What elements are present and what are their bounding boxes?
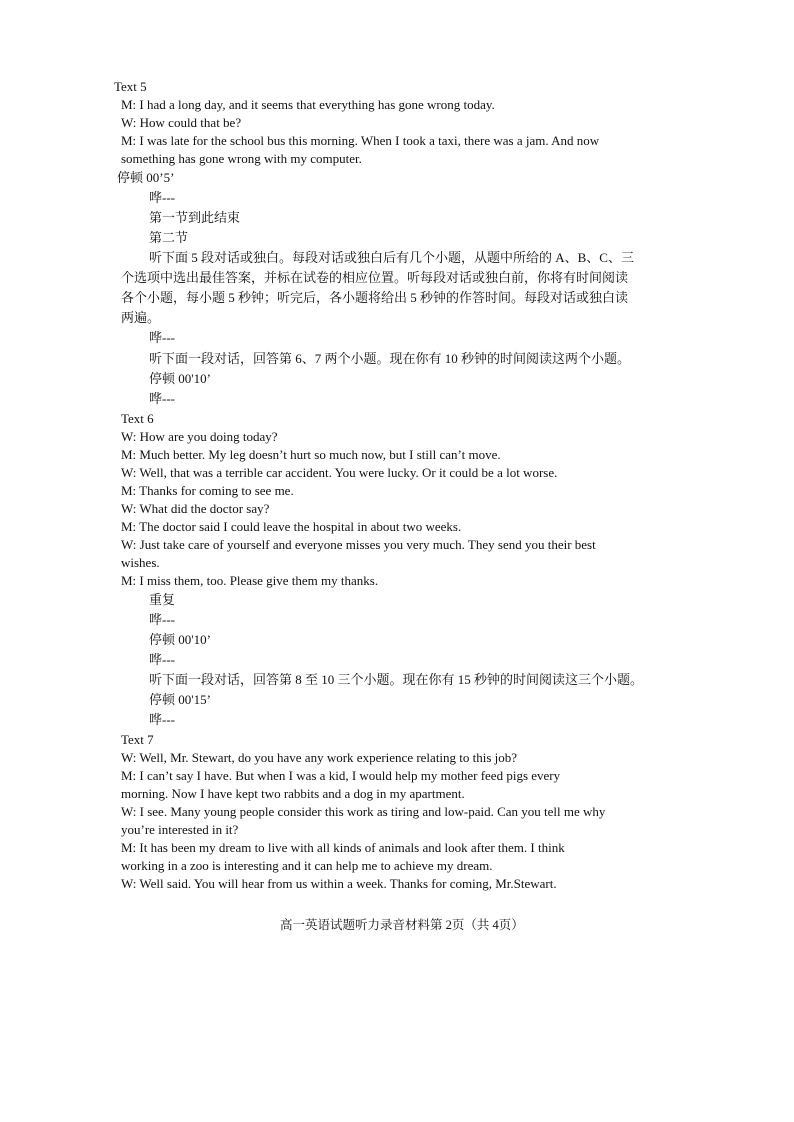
instruction-line: 听下面一段对话，回答第 8 至 10 三个小题。现在你有 15 秒钟的时间阅读这三个小题。: [149, 672, 644, 687]
repeat-note: 重复: [149, 592, 176, 607]
pause-note: 停顿 00'15’: [149, 692, 211, 707]
pause-note: 停顿 00'10’: [149, 632, 211, 647]
section-heading-text-7: Text 7: [121, 732, 154, 747]
dialogue-line: W: How could that be?: [121, 115, 242, 130]
pause-note: 停顿 00’5’: [117, 170, 175, 185]
beep-note: 哗---: [149, 330, 175, 345]
dialogue-line: W: What did the doctor say?: [121, 501, 270, 516]
dialogue-line: morning. Now I have kept two rabbits and a dog in my apartment.: [121, 786, 465, 801]
dialogue-line: W: I see. Many young people consider this work as tiring and low-paid. Can you tell me why: [121, 804, 606, 819]
instruction-paragraph-line: 两遍。: [121, 310, 161, 325]
dialogue-line: M: I can’t say I have. But when I was a kid, I would help my mother feed pigs every: [121, 768, 561, 783]
beep-note: 哗---: [149, 612, 175, 627]
section-end-note: 第一节到此结束: [149, 210, 241, 225]
section-heading-text-6: Text 6: [121, 411, 154, 426]
dialogue-line: you’re interested in it?: [121, 822, 239, 837]
dialogue-line: W: Just take care of yourself and everyone misses you very much. They send you their best: [121, 537, 596, 552]
page-footer: 高一英语试题听力录音材料第 2页（共 4页）: [280, 918, 524, 932]
beep-note: 哗---: [149, 391, 175, 406]
dialogue-line: W: Well, Mr. Stewart, do you have any work experience relating to this job?: [121, 750, 518, 765]
section-heading-text-5: Text 5: [114, 79, 147, 94]
dialogue-line: M: I had a long day, and it seems that everything has gone wrong today.: [121, 97, 495, 112]
dialogue-line: W: How are you doing today?: [121, 429, 278, 444]
beep-note: 哗---: [149, 652, 175, 667]
dialogue-line: M: Thanks for coming to see me.: [121, 483, 294, 498]
beep-note: 哗---: [149, 712, 175, 727]
instruction-paragraph-line: 各个小题，每小题 5 秒钟；听完后，各小题将给出 5 秒钟的作答时间。每段对话或独白读: [121, 290, 629, 305]
dialogue-line: M: I was late for the school bus this morning. When I took a taxi, there was a jam. And now: [121, 133, 600, 148]
dialogue-line: M: I miss them, too. Please give them my thanks.: [121, 573, 379, 588]
dialogue-line: wishes.: [121, 555, 160, 570]
dialogue-line: M: Much better. My leg doesn’t hurt so much now, but I still can’t move.: [121, 447, 501, 462]
instruction-paragraph-line: 个选项中选出最佳答案，并标在试卷的相应位置。听每段对话或独白前，你将有时间阅读: [121, 270, 629, 285]
dialogue-line: W: Well, that was a terrible car accident. You were lucky. Or it could be a lot worse.: [121, 465, 558, 480]
dialogue-line: working in a zoo is interesting and it can help me to achieve my dream.: [121, 858, 493, 873]
instruction-line: 听下面一段对话，回答第 6、7 两个小题。现在你有 10 秒钟的时间阅读这两个小题。: [149, 351, 631, 366]
pause-note: 停顿 00'10’: [149, 371, 211, 386]
beep-note: 哗---: [149, 190, 175, 205]
instruction-paragraph-line: 听下面 5 段对话或独白。每段对话或独白后有几个小题，从题中所给的 A、B、C、三: [149, 250, 634, 265]
dialogue-line: M: It has been my dream to live with all kinds of animals and look after them. I think: [121, 840, 565, 855]
dialogue-line: something has gone wrong with my computer.: [121, 151, 362, 166]
dialogue-line: M: The doctor said I could leave the hospital in about two weeks.: [121, 519, 462, 534]
section-heading-part-2: 第二节: [149, 230, 189, 245]
dialogue-line: W: Well said. You will hear from us within a week. Thanks for coming, Mr.Stewart.: [121, 876, 557, 891]
